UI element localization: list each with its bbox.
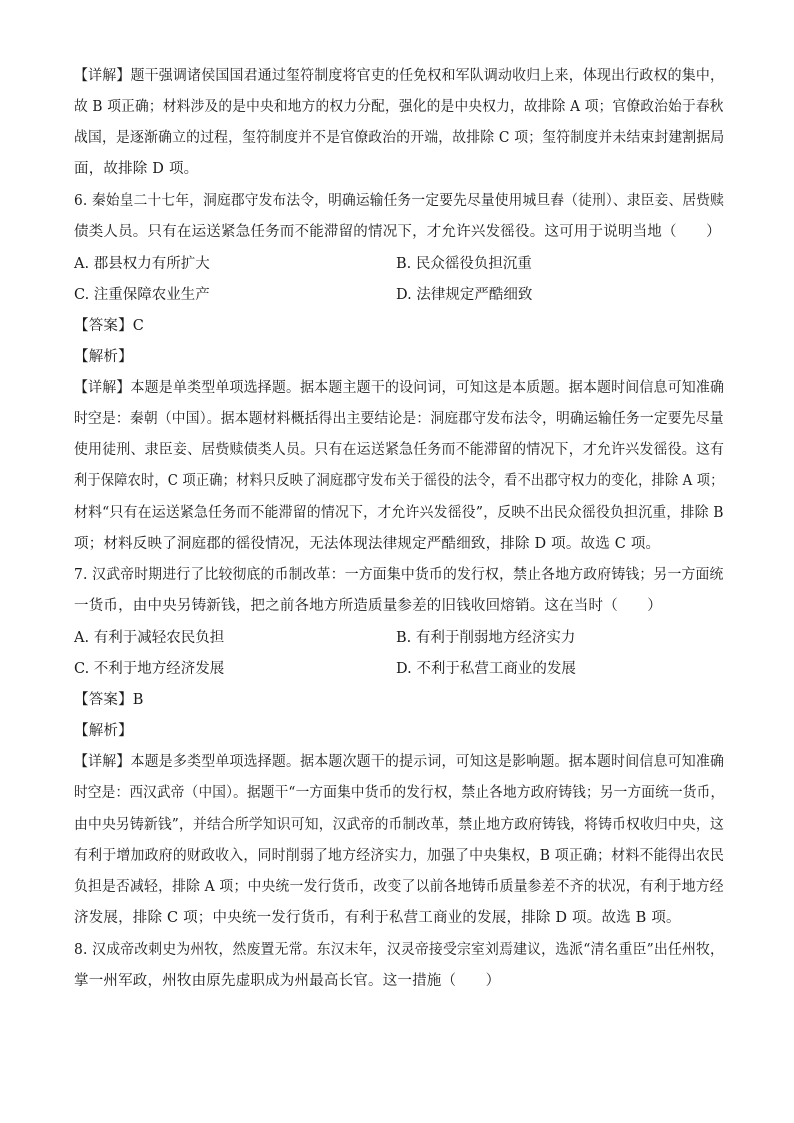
q6-stem-line: 债类人员。只有在运送紧急任务而不能滞留的情况下，才允许兴发徭役。这可用于说明当地（ ） <box>74 224 721 240</box>
q7-option-b: B. 有利于削弱地方经济实力 <box>396 630 576 646</box>
q6-option-c: C. 注重保障农业生产 <box>74 287 210 303</box>
q6-detail-line: 利于保障农时，C 项正确；材料只反映了洞庭郡守发布关于徭役的法令，看不出郡守权力的变化，排除 A 项； <box>74 473 724 489</box>
q7-option-d: D. 不利于私营工商业的发展 <box>396 661 576 677</box>
q7-stem-line: 7. 汉武帝时期进行了比较彻底的币制改革：一方面集中货币的发行权，禁止各地方政府铸钱；另一方面统 <box>74 567 724 583</box>
q7-detail-line: 有利于增加政府的财政收入，同时削弱了地方经济实力，加强了中央集权，B 项正确；材料不能得出农民 <box>74 848 725 864</box>
q5-detail-line: 战国，是逐渐确立的过程，玺符制度并不是官僚政治的开端，故排除 C 项；玺符制度并未结束封建割据局 <box>74 130 725 146</box>
q7-detail-line: 时空是：西汉武帝（中国）。据题干“一方面集中货币的发行权，禁止各地方政府铸钱；另一方面统一货币， <box>74 785 725 801</box>
q7-detail-line: 济发展，排除 C 项；中央统一发行货币，有利于私营工商业的发展，排除 D 项。故选 B 项。 <box>74 910 681 926</box>
q8-stem-line: 8. 汉成帝改刺史为州牧，然废置无常。东汉末年，汉灵帝接受宗室刘焉建议，选派“清名重臣”出任州牧， <box>74 942 725 958</box>
q6-detail-line: 材料“只有在运送紧急任务而不能滞留的情况下，才允许兴发徭役”，反映不出民众徭役负担沉重，排除 B <box>74 505 724 521</box>
q6-stem-line: 6. 秦始皇二十七年，洞庭郡守发布法令，明确运输任务一定要先尽量使用城旦舂（徒刑）、隶臣妾、居赀赎 <box>74 193 725 209</box>
q7-detail-line: 负担是否减轻，排除 A 项；中央统一发行货币，改变了以前各地铸币质量参差不齐的状况，有利于地方经 <box>74 879 724 895</box>
q6-option-b: B. 民众徭役负担沉重 <box>396 256 532 272</box>
q5-detail-line: 【详解】题干强调诸侯国国君通过玺符制度将官吏的任免权和军队调动收归上来，体现出行政权的集中， <box>74 68 725 84</box>
q6-option-a: A. 郡县权力有所扩大 <box>74 256 210 272</box>
q6-detail-line: 项；材料反映了洞庭郡的徭役情况，无法体现法律规定严酷细致，排除 D 项。故选 C 项。 <box>74 536 661 552</box>
q7-option-a: A. 有利于减轻农民负担 <box>74 630 225 646</box>
q6-option-d: D. 法律规定严酷细致 <box>396 287 533 303</box>
q6-detail-line: 使用徒刑、隶臣妾、居赀赎债类人员。只有在运送紧急任务而不能滞留的情况下，才允许兴发徭役。这有 <box>74 442 725 458</box>
q8-stem-line: 掌一州军政，州牧由原先虚职成为州最高长官。这一措施（ ） <box>74 973 501 989</box>
q7-option-c: C. 不利于地方经济发展 <box>74 661 225 677</box>
q5-detail-line: 故 B 项正确；材料涉及的是中央和地方的权力分配，强化的是中央权力，故排除 A 项；官僚政治始于春秋 <box>74 99 724 115</box>
q7-detail-line: 由中央另铸新钱”，并结合所学知识可知，汉武帝的币制改革，禁止地方政府铸钱，将铸币权收归中央，这 <box>74 817 724 833</box>
q7-detail-line: 【详解】本题是多类型单项选择题。据本题次题干的提示词，可知这是影响题。据本题时间信息可知准确 <box>74 754 725 770</box>
q7-answer: 【答案】B <box>74 692 144 708</box>
q6-detail-line: 【详解】本题是单类型单项选择题。据本题主题干的设问词，可知这是本质题。据本题时间信息可知准确 <box>74 380 725 396</box>
q6-analysis-label: 【解析】 <box>74 349 133 365</box>
q6-detail-line: 时空是：秦朝（中国）。据本题材料概括得出主要结论是：洞庭郡守发布法令，明确运输任务一定要先尽量 <box>74 411 724 427</box>
q6-answer: 【答案】C <box>74 318 145 334</box>
q7-stem-line: 一货币，由中央另铸新钱，把之前各地方所造质量参差的旧钱收回熔销。这在当时（ ） <box>74 598 662 614</box>
q5-detail-line: 面，故排除 D 项。 <box>74 161 199 177</box>
q7-analysis-label: 【解析】 <box>74 723 133 739</box>
